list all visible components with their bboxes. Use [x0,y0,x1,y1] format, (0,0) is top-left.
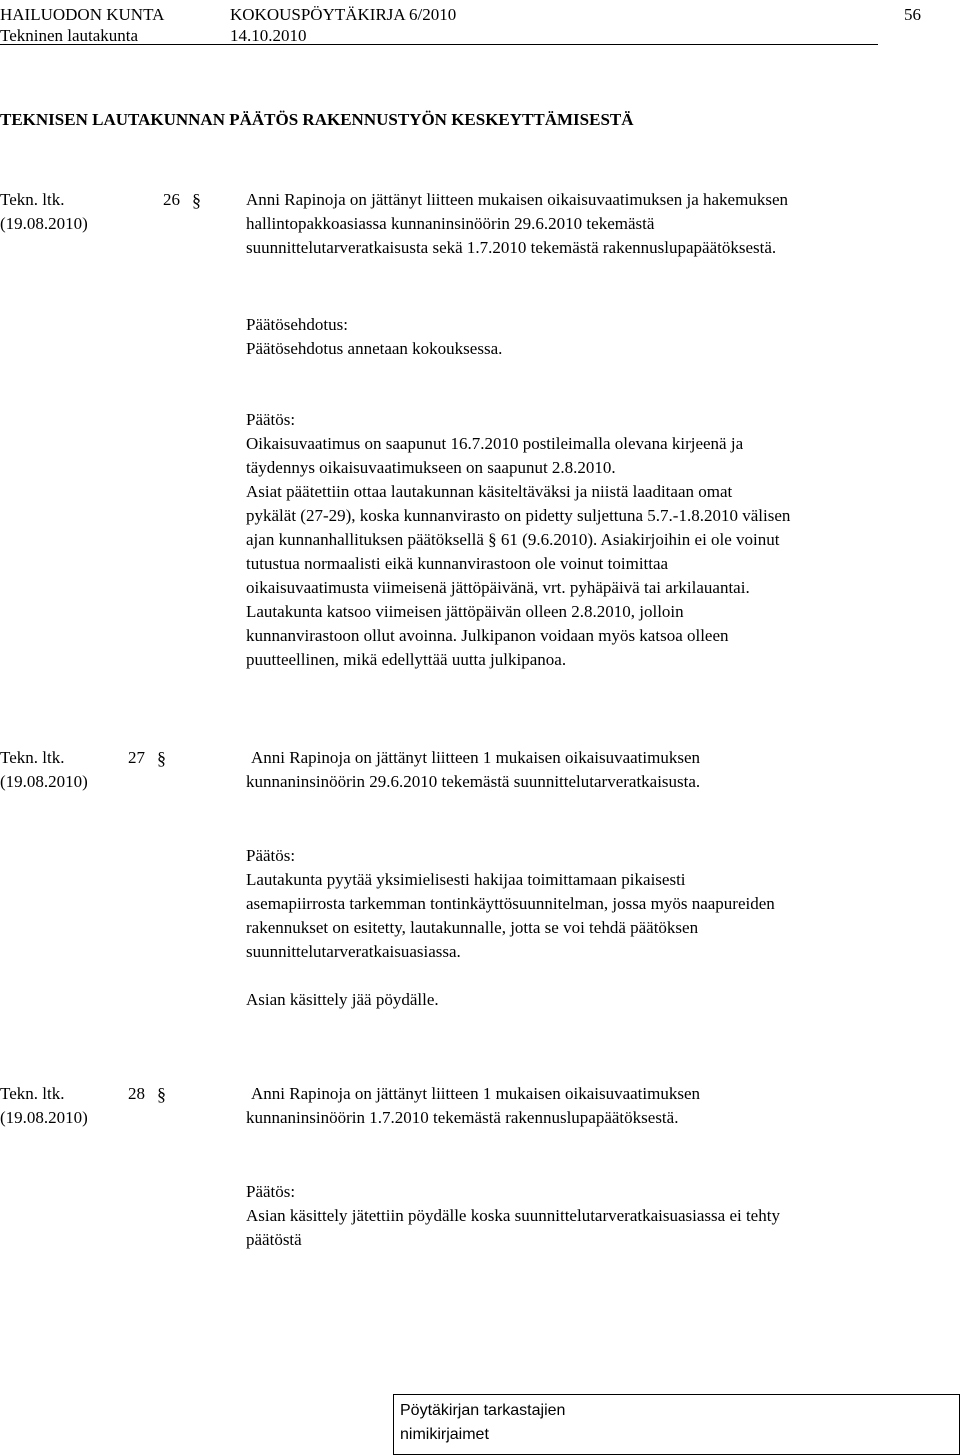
section-26-proposal-heading: Päätösehdotus: [246,315,348,334]
decision-line: Asian käsittely jätettiin pöydälle koska suunnittelutarveratkaisuasiassa ei tehty [246,1206,780,1225]
section-28-ref-date: (19.08.2010) [0,1108,88,1127]
header-divider [0,44,878,45]
section-26-intro-line: suunnittelutarveratkaisusta sekä 1.7.2010 tekemästä rakennuslupapäätöksestä. [246,238,777,257]
section-26-decision-heading: Päätös: [246,410,296,429]
section-27-closing: Asian käsittely jää pöydälle. [246,990,439,1009]
initials-box [393,1394,960,1455]
decision-line: täydennys oikaisuvaatimukseen on saapunut 2.8.2010. [246,458,616,477]
section-26-decision-body [246,432,946,672]
decision-line: suunnittelutarveratkaisuasiassa. [246,942,461,961]
section-27-decision-body [246,868,946,964]
section-26-intro-line: Anni Rapinoja on jättänyt liitteen mukaisen oikaisuvaatimuksen ja hakemuksen [246,190,788,209]
section-28-ref-label: Tekn. ltk. [0,1084,65,1103]
header-date: 14.10.2010 [230,26,307,45]
section-28-sign: § [157,1084,166,1104]
section-28-decision-heading: Päätös: [246,1182,296,1201]
section-26-ref-date: (19.08.2010) [0,214,88,233]
section-27-intro-line: Anni Rapinoja on jättänyt liitteen 1 mukaisen oikaisuvaatimuksen [251,748,700,767]
section-28-number: 28 [128,1084,145,1103]
section-26-ref-label: Tekn. ltk. [0,190,65,209]
decision-line: ajan kunnanhallituksen päätöksellä § 61 (9.6.2010). Asiakirjoihin ei ole voinut [246,530,780,549]
decision-line: päätöstä [246,1230,302,1249]
section-27-ref-date: (19.08.2010) [0,772,88,791]
header-board: Tekninen lautakunta [0,26,139,45]
decision-line: Lautakunta katsoo viimeisen jättöpäivän olleen 2.8.2010, jolloin [246,602,684,621]
decision-line: oikaisuvaatimusta viimeisenä jättöpäivänä, vrt. pyhäpäivä tai arkilauantai. [246,578,750,597]
decision-line: asemapiirrosta tarkemman tontinkäyttösuunnitelman, jossa myös naapureiden [246,894,775,913]
section-28-intro-line: kunnaninsinöörin 1.7.2010 tekemästä rakennuslupapäätöksestä. [246,1108,679,1127]
section-26-sign: § [192,190,201,210]
page-title: TEKNISEN LAUTAKUNNAN PÄÄTÖS RAKENNUSTYÖN KESKEYTTÄMISESTÄ [0,110,634,129]
section-27-intro-line: kunnaninsinöörin 29.6.2010 tekemästä suunnittelutarveratkaisusta. [246,772,701,791]
decision-line: pykälät (27-29), koska kunnanvirasto on pidetty suljettuna 5.7.-1.8.2010 välisen [246,506,791,525]
header-municipality: HAILUODON KUNTA [0,5,165,24]
decision-line: kunnanvirastoon ollut avoinna. Julkipanon voidaan myös katsoa olleen [246,626,729,645]
page-number: 56 [904,5,921,24]
initials-label-line: Pöytäkirjan tarkastajien [400,1402,566,1419]
header-doc-title: KOKOUSPÖYTÄKIRJA 6/2010 [230,5,457,24]
initials-label [400,1399,565,1447]
section-26-body [246,188,946,260]
decision-line: Oikaisuvaatimus on saapunut 16.7.2010 postileimalla olevana kirjeenä ja [246,434,744,453]
decision-line: tutustua normaalisti eikä kunnanvirastoon ole voinut toimittaa [246,554,669,573]
section-27-ref-label: Tekn. ltk. [0,748,65,767]
section-26-number: 26 [163,190,180,209]
section-28-decision-body [246,1204,946,1252]
decision-line: puutteellinen, mikä edellyttää uutta julkipanoa. [246,650,567,669]
section-27-sign: § [157,748,166,768]
decision-line: Asiat päätettiin ottaa lautakunnan käsiteltäväksi ja niistä laaditaan omat [246,482,733,501]
initials-label-line: nimikirjaimet [400,1426,489,1443]
section-27-number: 27 [128,748,145,767]
decision-line: Lautakunta pyytää yksimielisesti hakijaa toimittamaan pikaisesti [246,870,686,889]
section-28-intro-line: Anni Rapinoja on jättänyt liitteen 1 mukaisen oikaisuvaatimuksen [251,1084,700,1103]
section-26-intro-line: hallintopakkoasiassa kunnaninsinöörin 29.6.2010 tekemästä [246,214,655,233]
decision-line: rakennukset on esitetty, lautakunnalle, jotta se voi tehdä päätöksen [246,918,699,937]
section-26-proposal-text: Päätösehdotus annetaan kokouksessa. [246,339,503,358]
section-27-decision-heading: Päätös: [246,846,296,865]
